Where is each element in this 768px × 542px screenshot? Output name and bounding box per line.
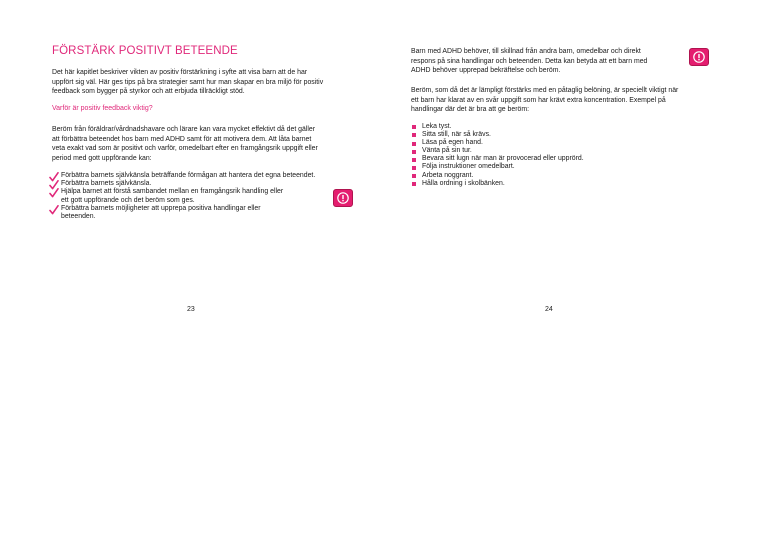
body-line: Beröm från föräldrar/vårdnadshavare och lärare kan vara mycket effektivt då det gäller [52, 126, 315, 133]
intro-paragraph [411, 47, 701, 76]
list-item-text: Arbeta noggrant. [422, 171, 474, 179]
checkmark-icon [49, 188, 59, 198]
list-item [411, 155, 584, 163]
list-item [411, 163, 584, 171]
bullet-square-icon [412, 150, 416, 154]
list-item [411, 123, 584, 131]
list-item-text: Förbättra barnets självkänsla. [61, 180, 152, 188]
praise-examples-list [411, 123, 584, 188]
list-item [411, 147, 584, 155]
info-icon [689, 48, 709, 66]
checkmark-icon [49, 205, 59, 215]
bullet-square-icon [412, 125, 416, 129]
list-item-text: Bevara sitt lugn när man är provocerad eller upprörd. [422, 155, 584, 163]
intro-line: Det här kapitlet beskriver vikten av positiv förstärkning i syfte att visa barn att de har [52, 69, 308, 76]
list-item [411, 131, 584, 139]
bullet-square-icon [412, 133, 416, 137]
intro-paragraph [52, 68, 362, 97]
body-line: period med gott uppförande kan: [52, 154, 152, 162]
bullet-square-icon [412, 158, 416, 162]
list-item-text: Läsa på egen hand. [422, 139, 483, 147]
list-item-text: Hjälpa barnet att förstå sambandet mellan en framgångsrik handling eller [61, 188, 284, 196]
page-number: 24 [545, 306, 553, 313]
bullet-square-icon [412, 182, 416, 186]
list-item-text: Hålla ordning i skolbänken. [422, 179, 505, 187]
body-paragraph [52, 125, 362, 163]
body-line: veta exakt vad som är positivt och varför, omedelbart efter en framgångsrik uppgift eller [52, 145, 318, 153]
benefit-checklist [49, 172, 359, 221]
chapter-title: FÖRSTÄRK POSITIVT BETEENDE [52, 45, 238, 57]
list-item-text: Följa instruktioner omedelbart. [422, 163, 515, 171]
info-icon [333, 189, 353, 207]
list-item [49, 205, 359, 221]
bullet-square-icon [412, 166, 416, 170]
body-line: att förbättra beteendet hos barn med ADHD samt för att motivera dem. Att låta barnet [52, 135, 312, 143]
body-line: handlingar där det är bra att ge beröm: [411, 106, 529, 114]
bullet-square-icon [412, 174, 416, 178]
body-paragraph [411, 86, 741, 115]
list-item [411, 180, 584, 188]
section-subheading: Varför är positiv feedback viktig? [52, 105, 153, 112]
list-item [49, 188, 359, 204]
intro-line: feedback som bygger på styrkor och att erbjuda tillräckligt stöd. [52, 88, 245, 96]
page-number: 23 [187, 306, 195, 313]
list-item-text: Vänta på sin tur. [422, 147, 472, 155]
body-line: ADHD behöver upprepad bekräftelse och beröm. [411, 67, 561, 75]
list-item-text: Förbättra barnets självkänsla beträffande förmågan att hantera det egna beteendet. [61, 172, 316, 179]
list-item-text: beteenden. [61, 213, 96, 221]
list-item [411, 172, 584, 180]
list-item-text: Förbättra barnets möjligheter att upprepa positiva handlingar eller [61, 204, 261, 212]
list-item-text: ett gott uppförande och det beröm som ges. [61, 196, 195, 204]
body-line: ett barn har klarat av en svår uppgift som har krävt extra koncentration. Exempel på [411, 96, 666, 104]
list-item [49, 172, 359, 180]
list-item-text: Leka tyst. [422, 123, 452, 130]
body-line: respons på sina handlingar och beteenden. Detta kan betyda att ett barn med [411, 57, 648, 65]
intro-line: uppfört sig väl. Här ges tips på bra strategier samt hur man skapar en bra miljö för positiv [52, 78, 324, 86]
list-item-text: Sitta still, när så krävs. [422, 131, 491, 139]
bullet-square-icon [412, 142, 416, 146]
body-line: Beröm, som då det är lämpligt förstärks med en påtaglig belöning, är speciellt viktigt när [411, 87, 679, 94]
right-page [384, 0, 768, 542]
body-line: Barn med ADHD behöver, till skillnad från andra barn, omedelbar och direkt [411, 48, 641, 55]
